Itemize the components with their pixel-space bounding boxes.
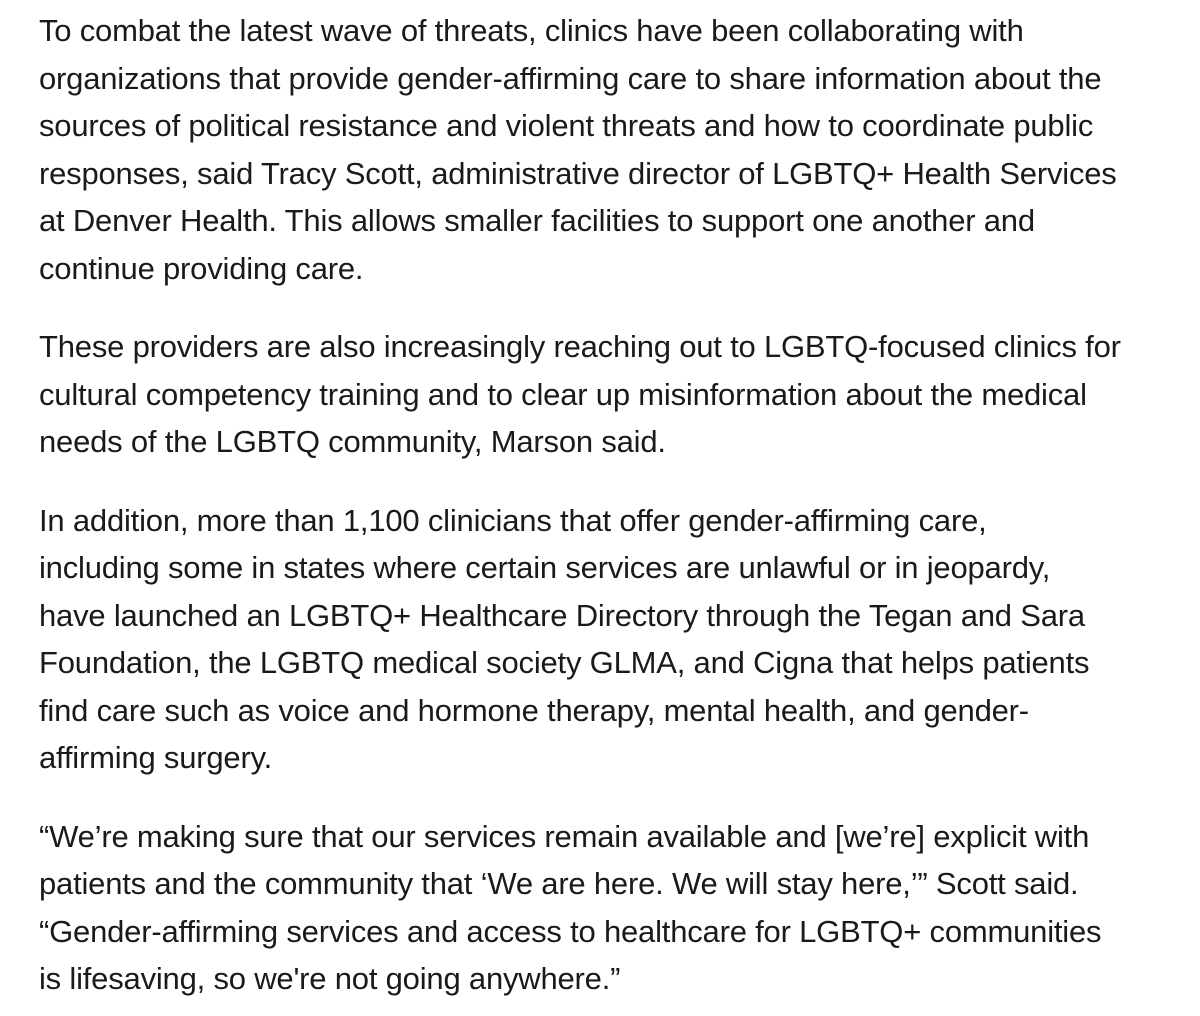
paragraph-1 — [39, 7, 1189, 292]
paragraph-line: is lifesaving, so we're not going anywhere.” — [39, 961, 621, 996]
paragraph-line: patients and the community that ‘We are here. We will stay here,’” Scott said. — [39, 866, 1079, 901]
paragraph-line: organizations that provide gender-affirming care to share information about the — [39, 60, 1102, 96]
paragraph-3 — [39, 497, 1189, 782]
paragraph-line: find care such as voice and hormone therapy, mental health, and gender- — [39, 692, 1029, 728]
paragraph-line: continue providing care. — [39, 250, 364, 286]
paragraph-line: needs of the LGBTQ community, Marson said. — [39, 424, 666, 459]
paragraph-2 — [39, 323, 1189, 466]
paragraph-line: cultural competency training and to clear up misinformation about the medical — [39, 376, 1087, 412]
paragraph-4-quote — [39, 813, 1189, 1003]
paragraph-line: including some in states where certain services are unlawful or in jeopardy, — [39, 550, 1051, 585]
paragraph-line: “Gender-affirming services and access to healthcare for LGBTQ+ communities — [39, 913, 1102, 949]
paragraph-line: These providers are also increasingly reaching out to LGBTQ-focused clinics for — [39, 329, 1121, 364]
paragraph-line: sources of political resistance and violent threats and how to coordinate public — [39, 108, 1094, 143]
article-body — [39, 7, 1189, 1003]
paragraph-line: affirming surgery. — [39, 740, 273, 775]
paragraph-line: To combat the latest wave of threats, clinics have been collaborating with — [39, 13, 1024, 48]
paragraph-line: have launched an LGBTQ+ Healthcare Directory through the Tegan and Sara — [39, 597, 1085, 633]
paragraph-line: at Denver Health. This allows smaller facilities to support one another and — [39, 203, 1035, 238]
paragraph-line: responses, said Tracy Scott, administrative director of LGBTQ+ Health Services — [39, 155, 1117, 191]
paragraph-line: Foundation, the LGBTQ medical society GLMA, and Cigna that helps patients — [39, 645, 1090, 680]
paragraph-line: “We’re making sure that our services remain available and [we’re] explicit with — [39, 818, 1090, 854]
paragraph-line: In addition, more than 1,100 clinicians that offer gender-affirming care, — [39, 502, 987, 538]
